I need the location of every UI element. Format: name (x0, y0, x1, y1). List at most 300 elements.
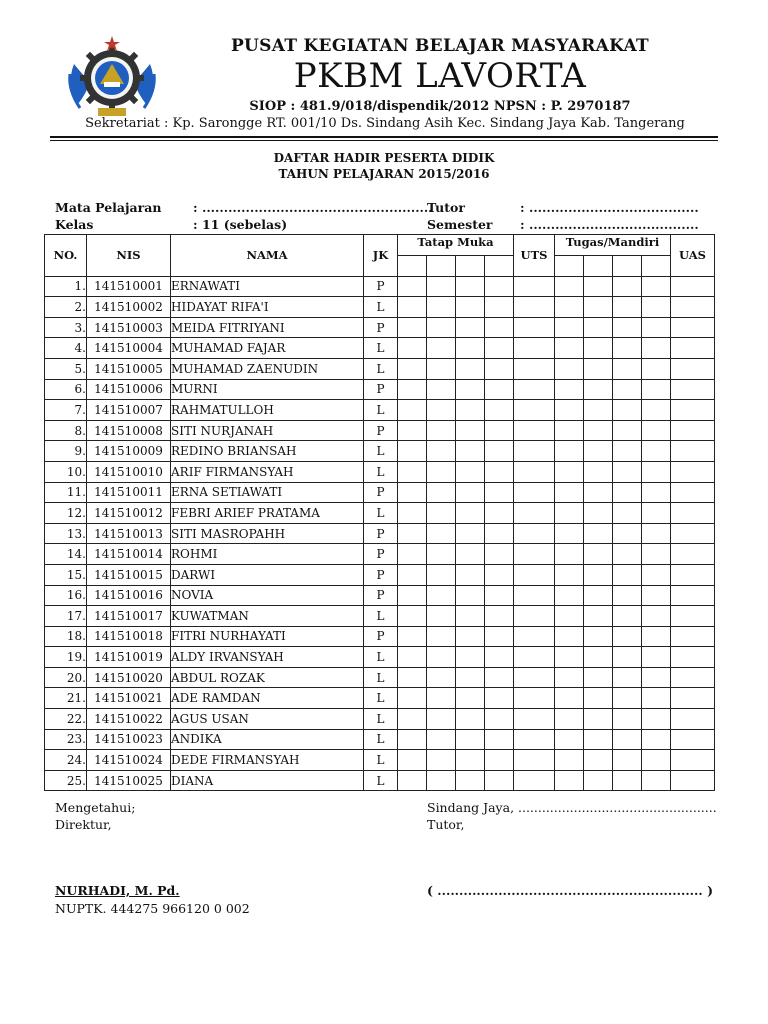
uts-cell (514, 379, 555, 400)
tatap-muka-cell (427, 729, 456, 750)
student-name-cell: ERNA SETIAWATI (171, 482, 364, 503)
tugas-cell (555, 420, 584, 441)
tatap-muka-cell (398, 297, 427, 318)
tatap-muka-slot (456, 255, 485, 276)
tatap-muka-cell (398, 729, 427, 750)
tatap-muka-cell (398, 461, 427, 482)
tatap-muka-cell (427, 482, 456, 503)
uas-cell (671, 297, 715, 318)
nis-cell: 141510012 (87, 503, 171, 524)
tugas-cell (555, 564, 584, 585)
tugas-cell (584, 297, 613, 318)
nis-cell: 141510013 (87, 523, 171, 544)
tutor-label: Tutor (427, 200, 465, 215)
tugas-cell (555, 379, 584, 400)
tugas-cell (613, 667, 642, 688)
uts-cell (514, 688, 555, 709)
tatap-muka-cell (456, 379, 485, 400)
tugas-cell (642, 358, 671, 379)
tatap-muka-cell (485, 358, 514, 379)
row-number-cell: 24. (45, 750, 87, 771)
tatap-muka-cell (398, 770, 427, 791)
tugas-cell (555, 400, 584, 421)
tugas-cell (584, 379, 613, 400)
student-name-cell: KUWATMAN (171, 606, 364, 627)
col-header-nis: NIS (87, 235, 171, 277)
uas-cell (671, 441, 715, 462)
tugas-cell (642, 523, 671, 544)
tugas-cell (613, 606, 642, 627)
student-name-cell: ALDY IRVANSYAH (171, 647, 364, 668)
uts-cell (514, 770, 555, 791)
tugas-cell (613, 688, 642, 709)
tatap-muka-cell (485, 297, 514, 318)
uas-cell (671, 400, 715, 421)
gender-cell: L (364, 400, 398, 421)
row-number-cell: 20. (45, 667, 87, 688)
tugas-cell (584, 441, 613, 462)
tatap-muka-cell (485, 667, 514, 688)
tugas-cell (613, 709, 642, 730)
tugas-cell (613, 297, 642, 318)
uas-cell (671, 564, 715, 585)
gender-cell: L (364, 729, 398, 750)
kelas-label: Kelas (55, 217, 94, 232)
uas-cell (671, 667, 715, 688)
student-name-cell: ERNAWATI (171, 276, 364, 297)
row-number-cell: 17. (45, 606, 87, 627)
nis-cell: 141510019 (87, 647, 171, 668)
tugas-cell (584, 770, 613, 791)
tugas-cell (555, 441, 584, 462)
tugas-cell (555, 461, 584, 482)
student-name-cell: SITI NURJANAH (171, 420, 364, 441)
tugas-cell (555, 482, 584, 503)
tatap-muka-cell (456, 544, 485, 565)
uas-cell (671, 647, 715, 668)
direktur-label: Direktur, (55, 817, 112, 832)
tatap-muka-cell (456, 358, 485, 379)
row-number-cell: 19. (45, 647, 87, 668)
tugas-cell (642, 667, 671, 688)
col-header-jk: JK (364, 235, 398, 277)
row-number-cell: 2. (45, 297, 87, 318)
nis-cell: 141510007 (87, 400, 171, 421)
document-title: DAFTAR HADIR PESERTA DIDIK (273, 151, 495, 165)
uts-cell (514, 750, 555, 771)
tatap-muka-cell (427, 564, 456, 585)
uas-cell (671, 358, 715, 379)
nis-cell: 141510001 (87, 276, 171, 297)
tatap-muka-cell (456, 688, 485, 709)
uas-cell (671, 276, 715, 297)
row-number-cell: 10. (45, 461, 87, 482)
tugas-cell (642, 276, 671, 297)
tugas-cell (613, 420, 642, 441)
tatap-muka-slot (485, 255, 514, 276)
tatap-muka-cell (398, 420, 427, 441)
student-name-cell: DEDE FIRMANSYAH (171, 750, 364, 771)
tatap-muka-cell (485, 276, 514, 297)
org-type-heading: PUSAT KEGIATAN BELAJAR MASYARAKAT (230, 36, 650, 56)
mapel-value: : ..................................................... (193, 200, 433, 215)
nis-cell: 141510004 (87, 338, 171, 359)
secretariat-address: Sekretariat : Kp. Sarongge RT. 001/10 Ds. Sindang Asih Kec. Sindang Jaya Kab. Tangerang (85, 116, 685, 131)
pkbm-logo-icon (64, 34, 160, 120)
tatap-muka-cell (398, 400, 427, 421)
tugas-cell (642, 317, 671, 338)
table-row (45, 461, 715, 482)
tatap-muka-cell (456, 420, 485, 441)
tugas-cell (584, 523, 613, 544)
tatap-muka-cell (427, 770, 456, 791)
row-number-cell: 23. (45, 729, 87, 750)
col-header-nama: NAMA (171, 235, 364, 277)
tatap-muka-slot (427, 255, 456, 276)
tugas-cell (555, 297, 584, 318)
tatap-muka-cell (485, 317, 514, 338)
tatap-muka-cell (427, 317, 456, 338)
gender-cell: L (364, 297, 398, 318)
uts-cell (514, 729, 555, 750)
tatap-muka-cell (485, 626, 514, 647)
tatap-muka-cell (485, 585, 514, 606)
tugas-cell (584, 585, 613, 606)
tatap-muka-cell (427, 297, 456, 318)
tugas-cell (642, 688, 671, 709)
row-number-cell: 21. (45, 688, 87, 709)
tugas-cell (642, 585, 671, 606)
mapel-label: Mata Pelajaran (55, 200, 162, 215)
tugas-cell (613, 461, 642, 482)
gender-cell: P (364, 564, 398, 585)
uts-cell (514, 358, 555, 379)
tugas-cell (584, 317, 613, 338)
tugas-cell (613, 482, 642, 503)
row-number-cell: 12. (45, 503, 87, 524)
tatap-muka-cell (456, 585, 485, 606)
row-number-cell: 8. (45, 420, 87, 441)
director-nuptk: NUPTK. 444275 966120 0 002 (55, 901, 250, 916)
tugas-slot (555, 255, 584, 276)
tugas-cell (584, 647, 613, 668)
semester-label: Semester (427, 217, 493, 232)
gender-cell: P (364, 317, 398, 338)
tatap-muka-cell (398, 585, 427, 606)
uts-cell (514, 647, 555, 668)
gender-cell: P (364, 544, 398, 565)
student-name-cell: ABDUL ROZAK (171, 667, 364, 688)
kelas-value: : 11 (sebelas) (193, 217, 288, 232)
tugas-cell (555, 317, 584, 338)
tugas-cell (642, 564, 671, 585)
nis-cell: 141510002 (87, 297, 171, 318)
tatap-muka-cell (456, 729, 485, 750)
uas-cell (671, 379, 715, 400)
table-row (45, 523, 715, 544)
nis-cell: 141510014 (87, 544, 171, 565)
tatap-muka-cell (456, 770, 485, 791)
tugas-cell (555, 276, 584, 297)
tatap-muka-cell (398, 482, 427, 503)
tatap-muka-cell (427, 358, 456, 379)
tatap-muka-cell (456, 338, 485, 359)
tatap-muka-cell (485, 420, 514, 441)
tugas-cell (584, 276, 613, 297)
header-divider-thick (50, 136, 718, 138)
tatap-muka-cell (485, 750, 514, 771)
tatap-muka-cell (485, 564, 514, 585)
tatap-muka-cell (427, 667, 456, 688)
tugas-cell (642, 338, 671, 359)
gender-cell: L (364, 688, 398, 709)
tugas-cell (613, 750, 642, 771)
tugas-cell (584, 606, 613, 627)
tatap-muka-cell (427, 379, 456, 400)
row-number-cell: 22. (45, 709, 87, 730)
place-date-line: Sindang Jaya, .................................................. (427, 800, 717, 815)
student-name-cell: ADE RAMDAN (171, 688, 364, 709)
tugas-cell (613, 626, 642, 647)
tatap-muka-cell (427, 338, 456, 359)
tatap-muka-cell (427, 276, 456, 297)
row-number-cell: 7. (45, 400, 87, 421)
tatap-muka-cell (398, 688, 427, 709)
student-name-cell: ARIF FIRMANSYAH (171, 461, 364, 482)
tugas-cell (642, 750, 671, 771)
tugas-cell (584, 688, 613, 709)
tugas-cell (584, 544, 613, 565)
tatap-muka-cell (485, 338, 514, 359)
table-row (45, 626, 715, 647)
nis-cell: 141510018 (87, 626, 171, 647)
row-number-cell: 11. (45, 482, 87, 503)
tatap-muka-cell (456, 523, 485, 544)
tugas-cell (584, 750, 613, 771)
tugas-cell (584, 667, 613, 688)
student-name-cell: SITI MASROPAHH (171, 523, 364, 544)
tatap-muka-cell (485, 400, 514, 421)
nis-cell: 141510025 (87, 770, 171, 791)
tatap-muka-cell (427, 400, 456, 421)
student-name-cell: FEBRI ARIEF PRATAMA (171, 503, 364, 524)
attendance-table (44, 234, 715, 791)
col-header-uas: UAS (671, 235, 715, 277)
uas-cell (671, 770, 715, 791)
tatap-muka-cell (398, 276, 427, 297)
uts-cell (514, 564, 555, 585)
row-number-cell: 1. (45, 276, 87, 297)
row-number-cell: 25. (45, 770, 87, 791)
tatap-muka-cell (398, 523, 427, 544)
tatap-muka-cell (456, 400, 485, 421)
table-row (45, 667, 715, 688)
uas-cell (671, 461, 715, 482)
uas-cell (671, 729, 715, 750)
gender-cell: P (364, 379, 398, 400)
table-row (45, 688, 715, 709)
row-number-cell: 15. (45, 564, 87, 585)
uts-cell (514, 338, 555, 359)
tatap-muka-cell (427, 647, 456, 668)
tatap-muka-cell (456, 461, 485, 482)
tugas-cell (642, 503, 671, 524)
gender-cell: L (364, 770, 398, 791)
tatap-muka-cell (456, 750, 485, 771)
gender-cell: L (364, 709, 398, 730)
uas-cell (671, 338, 715, 359)
row-number-cell: 16. (45, 585, 87, 606)
tatap-muka-cell (398, 503, 427, 524)
tugas-cell (642, 626, 671, 647)
tatap-muka-slot (398, 255, 427, 276)
table-row (45, 420, 715, 441)
tatap-muka-cell (427, 544, 456, 565)
tatap-muka-cell (427, 503, 456, 524)
tugas-cell (642, 379, 671, 400)
tatap-muka-cell (485, 647, 514, 668)
uts-cell (514, 482, 555, 503)
uts-cell (514, 317, 555, 338)
tugas-cell (555, 544, 584, 565)
table-row (45, 709, 715, 730)
tugas-cell (555, 647, 584, 668)
tatap-muka-cell (485, 523, 514, 544)
tugas-cell (613, 729, 642, 750)
tatap-muka-cell (485, 441, 514, 462)
tugas-cell (555, 729, 584, 750)
tatap-muka-cell (456, 441, 485, 462)
tatap-muka-cell (456, 564, 485, 585)
tugas-cell (642, 461, 671, 482)
table-row (45, 358, 715, 379)
gender-cell: P (364, 523, 398, 544)
tugas-cell (613, 647, 642, 668)
tugas-cell (642, 482, 671, 503)
uts-cell (514, 400, 555, 421)
student-name-cell: NOVIA (171, 585, 364, 606)
tugas-cell (613, 276, 642, 297)
uts-cell (514, 503, 555, 524)
tugas-cell (642, 647, 671, 668)
tugas-cell (613, 317, 642, 338)
table-row (45, 750, 715, 771)
tugas-cell (555, 358, 584, 379)
tugas-cell (555, 688, 584, 709)
tugas-cell (584, 338, 613, 359)
tugas-cell (613, 379, 642, 400)
header-divider-thin (50, 140, 718, 141)
nis-cell: 141510006 (87, 379, 171, 400)
tugas-cell (613, 523, 642, 544)
tatap-muka-cell (485, 482, 514, 503)
row-number-cell: 9. (45, 441, 87, 462)
tatap-muka-cell (398, 441, 427, 462)
student-name-cell: FITRI NURHAYATI (171, 626, 364, 647)
gender-cell: L (364, 750, 398, 771)
row-number-cell: 4. (45, 338, 87, 359)
table-row (45, 482, 715, 503)
table-row (45, 544, 715, 565)
tugas-cell (613, 338, 642, 359)
tugas-cell (584, 564, 613, 585)
tugas-cell (642, 544, 671, 565)
mengetahui-label: Mengetahui; (55, 800, 136, 815)
table-row (45, 585, 715, 606)
uts-cell (514, 709, 555, 730)
gender-cell: P (364, 276, 398, 297)
tatap-muka-cell (456, 606, 485, 627)
tatap-muka-cell (485, 461, 514, 482)
row-number-cell: 14. (45, 544, 87, 565)
tugas-cell (642, 709, 671, 730)
tugas-cell (584, 503, 613, 524)
uts-cell (514, 585, 555, 606)
table-row (45, 503, 715, 524)
tatap-muka-cell (398, 667, 427, 688)
table-row (45, 441, 715, 462)
tatap-muka-cell (456, 503, 485, 524)
tatap-muka-cell (427, 709, 456, 730)
tatap-muka-cell (398, 338, 427, 359)
col-header-tatap-muka: Tatap Muka (398, 235, 514, 256)
tatap-muka-cell (485, 606, 514, 627)
tatap-muka-cell (398, 358, 427, 379)
tugas-cell (613, 400, 642, 421)
tugas-cell (555, 503, 584, 524)
academic-year-title: TAHUN PELAJARAN 2015/2016 (278, 167, 490, 181)
student-name-cell: MUHAMAD FAJAR (171, 338, 364, 359)
gender-cell: P (364, 420, 398, 441)
uts-cell (514, 276, 555, 297)
uas-cell (671, 750, 715, 771)
col-header-uts: UTS (514, 235, 555, 277)
tatap-muka-cell (485, 503, 514, 524)
tatap-muka-cell (398, 317, 427, 338)
tatap-muka-cell (427, 606, 456, 627)
gender-cell: L (364, 338, 398, 359)
nis-cell: 141510011 (87, 482, 171, 503)
tatap-muka-cell (485, 709, 514, 730)
student-name-cell: RAHMATULLOH (171, 400, 364, 421)
nis-cell: 141510009 (87, 441, 171, 462)
tatap-muka-cell (456, 709, 485, 730)
uts-cell (514, 441, 555, 462)
tatap-muka-cell (427, 626, 456, 647)
table-row (45, 276, 715, 297)
tatap-muka-cell (427, 420, 456, 441)
uas-cell (671, 626, 715, 647)
table-row (45, 770, 715, 791)
tutor-sign-label: Tutor, (427, 817, 465, 832)
table-row (45, 338, 715, 359)
tugas-cell (613, 358, 642, 379)
tatap-muka-cell (398, 564, 427, 585)
gender-cell: L (364, 667, 398, 688)
tatap-muka-cell (485, 544, 514, 565)
row-number-cell: 5. (45, 358, 87, 379)
uas-cell (671, 503, 715, 524)
table-row (45, 606, 715, 627)
tatap-muka-cell (398, 709, 427, 730)
tatap-muka-cell (398, 544, 427, 565)
tugas-cell (555, 585, 584, 606)
tugas-cell (642, 770, 671, 791)
student-name-cell: REDINO BRIANSAH (171, 441, 364, 462)
tugas-cell (584, 709, 613, 730)
gender-cell: P (364, 585, 398, 606)
tatap-muka-cell (398, 606, 427, 627)
